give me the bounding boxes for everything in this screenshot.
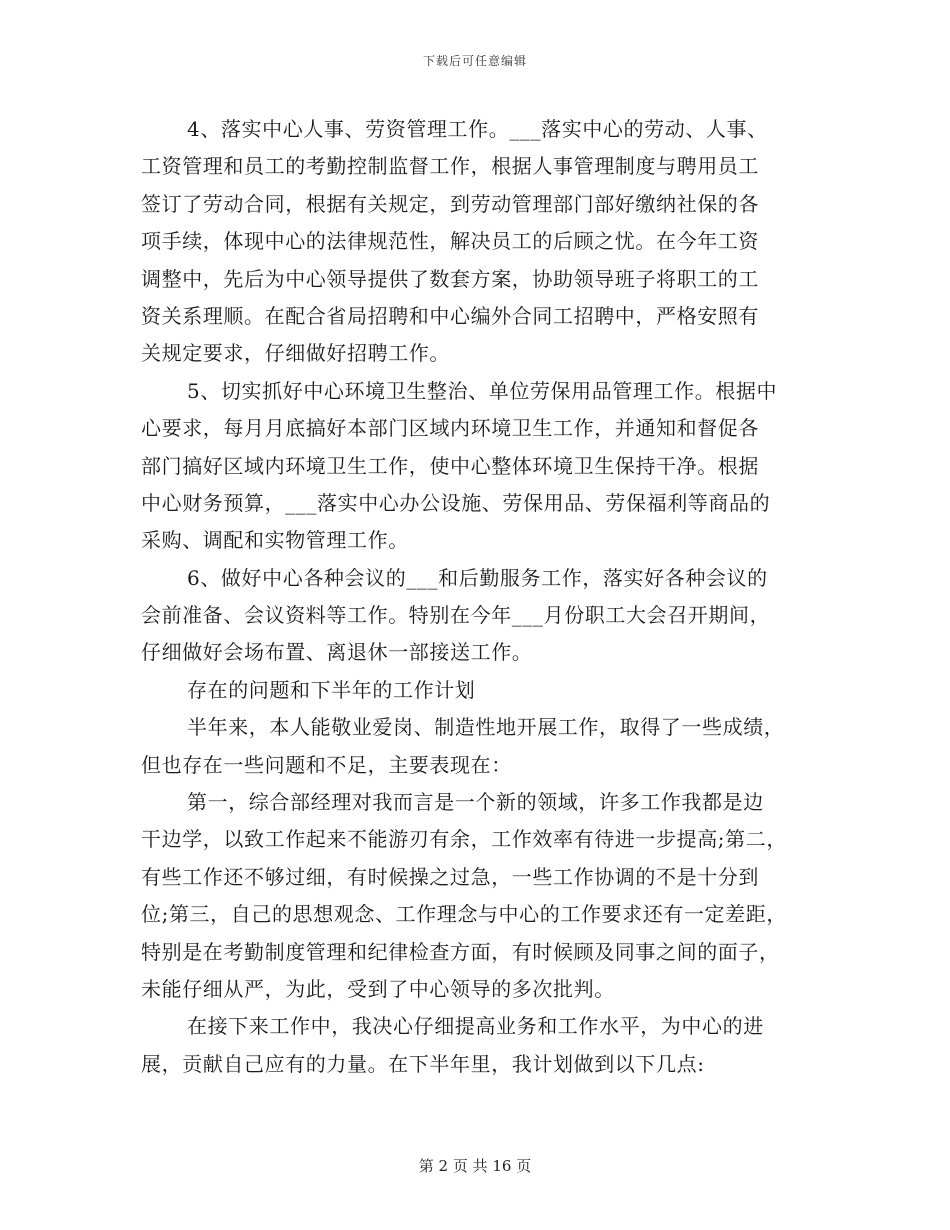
paragraph-first-line: 5、切实抓好中心环境卫生整治、单位劳保用品管理工作。根据中 — [187, 378, 778, 403]
paragraph-line: 位;第三，自己的思想观念、工作理念与中心的工作要求还有一定差距， — [141, 902, 787, 927]
paragraph-line: 签订了劳动合同，根据有关规定，到劳动管理部门部好缴纳社保的各 — [141, 191, 759, 216]
document-body — [141, 111, 811, 1083]
paragraph-line: 调整中，先后为中心领导提供了数套方案，协助领导班子将职工的工 — [141, 266, 759, 291]
paragraph-first-line: 4、落实中心人事、劳资管理工作。___落实中心的劳动、人事、 — [187, 117, 768, 141]
paragraph-first-line: 6、做好中心各种会议的___和后勤服务工作，落实好各种会议的 — [187, 565, 768, 590]
paragraph-line: 项手续，体现中心的法律规范性，解决员工的后顾之忧。在今年工资 — [141, 229, 759, 254]
paragraph-line: 关规定要求，仔细做好招聘工作。 — [141, 341, 450, 366]
paragraph-line: 但也存在一些问题和不足，主要表现在： — [141, 752, 512, 777]
paragraph-first-line: 第一，综合部经理对我而言是一个新的领域，许多工作我都是边 — [187, 790, 764, 815]
paragraph-first-line: 存在的问题和下半年的工作计划 — [187, 677, 476, 702]
paragraph-line: 资关系理顺。在配合省局招聘和中心编外合同工招聘中，严格安照有 — [141, 303, 759, 328]
paragraph-line: 仔细做好会场布置、离退休一部接送工作。 — [141, 640, 533, 665]
paragraph-line: 部门搞好区域内环境卫生工作，使中心整体环境卫生保持干净。根据 — [141, 453, 759, 478]
paragraph-first-line: 在接下来工作中，我决心仔细提高业务和工作水平，为中心的进 — [187, 1014, 764, 1039]
page-footer: 第 2 页 共 16 页 — [418, 1157, 532, 1175]
page-header: 下载后可任意编辑 — [422, 54, 527, 68]
paragraph-line: 心要求，每月月底搞好本部门区域内环境卫生工作，并通知和督促各 — [141, 416, 759, 441]
paragraph-line: 干边学，以致工作起来不能游刃有余，工作效率有待进一步提高;第二， — [141, 827, 787, 852]
paragraph-first-line: 半年来，本人能敬业爱岗、制造性地开展工作，取得了一些成绩， — [187, 715, 785, 740]
paragraph-line: 工资管理和员工的考勤控制监督工作，根据人事管理制度与聘用员工 — [141, 154, 759, 179]
paragraph-line: 采购、调配和实物管理工作。 — [141, 528, 409, 553]
paragraph-line: 中心财务预算，___落实中心办公设施、劳保用品、劳保福利等商品的 — [141, 490, 771, 515]
paragraph-line: 特别是在考勤制度管理和纪律检查方面，有时候顾及同事之间的面子， — [141, 939, 780, 964]
paragraph-line: 有些工作还不够过细，有时候操之过急，一些工作协调的不是十分到 — [141, 864, 759, 889]
paragraph-line: 展，贡献自己应有的力量。在下半年里，我计划做到以下几点: — [141, 1051, 705, 1076]
paragraph-line: 未能仔细从严，为此，受到了中心领导的多次批判。 — [141, 976, 615, 1001]
paragraph-line: 会前准备、会议资料等工作。特别在今年___月份职工大会召开期间， — [141, 603, 771, 628]
